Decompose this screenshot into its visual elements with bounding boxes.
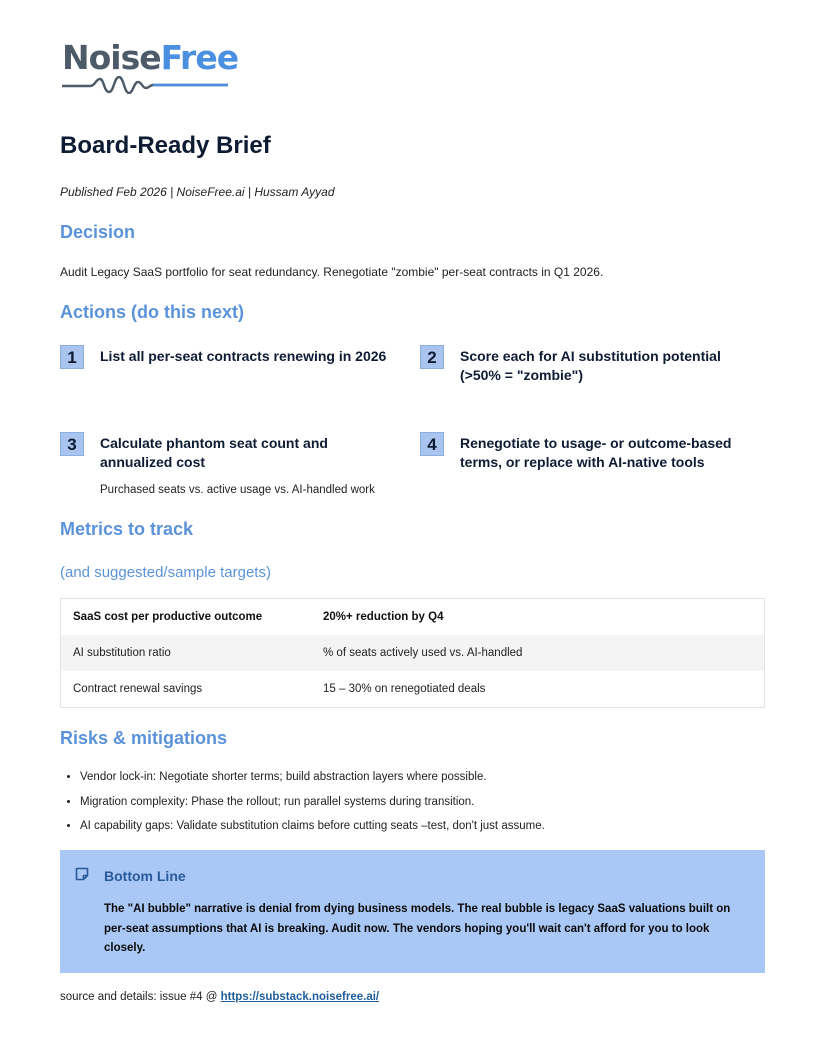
metric-target: 20%+ reduction by Q4	[323, 611, 444, 623]
action-number: 2	[420, 345, 444, 369]
note-icon	[74, 866, 90, 882]
footer	[60, 991, 379, 1003]
risks-heading: Risks & mitigations	[60, 728, 228, 748]
bottom-line-callout	[60, 850, 765, 973]
table-row	[61, 635, 765, 671]
logo-text	[62, 38, 239, 78]
action-subtext: Purchased seats vs. active usage vs. AI-handled work	[100, 484, 375, 496]
callout-text: The "AI bubble" narrative is denial from dying business models. The real bubble is legacy SaaS valuations built on per-seat assumptions that AI is breaking. Audit now. The vendors hoping you'll wait can't afford for you to look closely.	[104, 903, 731, 954]
decision-text: Audit Legacy SaaS portfolio for seat redundancy. Renegotiate "zombie" per-seat contracts in Q1 2026.	[60, 265, 604, 279]
action-number: 1	[60, 345, 84, 369]
metric-target: 15 – 30% on renegotiated deals	[323, 683, 486, 695]
action-title: List all per-seat contracts renewing in 2026	[100, 348, 387, 364]
table-row	[61, 671, 765, 708]
page-title: Board-Ready Brief	[60, 132, 271, 159]
logo-text-noise: Noise	[62, 38, 161, 77]
byline: Published Feb 2026 | NoiseFree.ai | Hussam Ayyad	[60, 185, 335, 199]
metrics-heading: Metrics to track	[60, 519, 194, 539]
actions-heading: Actions (do this next)	[60, 302, 244, 322]
source-link[interactable]: https://substack.noisefree.ai/	[220, 991, 380, 1003]
risks-list	[60, 768, 545, 842]
metric-target: % of seats actively used vs. AI-handled	[311, 635, 765, 671]
logo-text-free: Free	[160, 38, 239, 77]
logo	[62, 38, 239, 98]
list-item: • Vendor lock-in: Negotiate shorter terms; build abstraction layers where possible.	[80, 768, 545, 793]
metric-name: Contract renewal savings	[73, 683, 203, 695]
metric-name: AI substitution ratio	[61, 635, 312, 671]
table-row	[61, 599, 765, 636]
footer-prefix: source and details: issue #4 @	[60, 991, 221, 1003]
list-item: • AI capability gaps: Validate substitution claims before cutting seats –test, don't just assume.	[80, 817, 545, 842]
action-title: Calculate phantom seat count and annualized cost	[100, 435, 328, 470]
action-title: Renegotiate to usage- or outcome-based terms, or replace with AI-native tools	[460, 435, 732, 470]
action-title: Score each for AI substitution potential (>50% = "zombie")	[460, 348, 721, 383]
list-item: • Migration complexity: Phase the rollout; run parallel systems during transition.	[80, 793, 545, 818]
callout-title: Bottom Line	[104, 868, 186, 884]
action-number: 3	[60, 432, 84, 456]
metrics-subheading: (and suggested/sample targets)	[60, 564, 271, 581]
metric-name: SaaS cost per productive outcome	[73, 611, 263, 623]
metrics-table	[60, 598, 765, 708]
decision-heading: Decision	[60, 222, 136, 242]
waveform-icon	[62, 76, 228, 94]
action-number: 4	[420, 432, 444, 456]
